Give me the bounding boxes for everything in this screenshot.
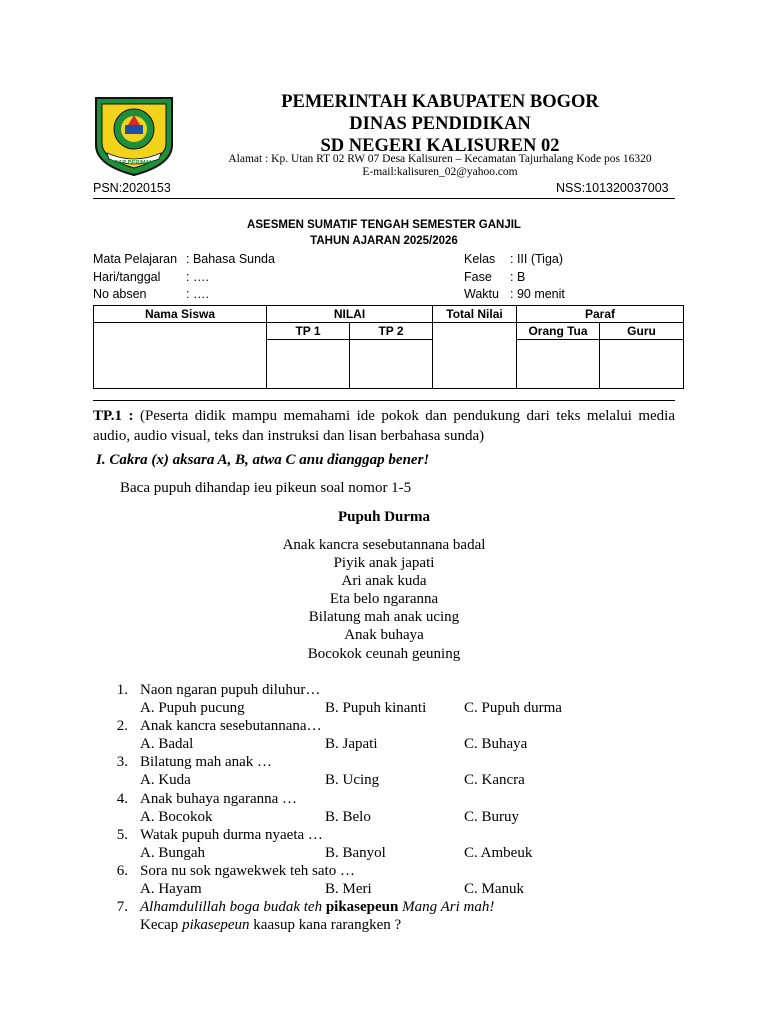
header-email: E-mail:kalisuren_02@yahoo.com — [362, 166, 518, 178]
col-header-nilai: NILAI — [267, 306, 433, 323]
poem-line: Ari anak kuda — [341, 573, 427, 589]
poem-line: Bilatung mah anak ucing — [308, 609, 460, 625]
option-c[interactable]: C. Pupuh durma — [464, 700, 562, 716]
question-number: 6. — [116, 863, 128, 879]
q7-part1: Alhamdulillah boga budak teh — [140, 899, 326, 915]
info-value-date: : …. — [186, 270, 209, 284]
q7-line2a: Kecap — [140, 917, 183, 933]
tp1-label: TP.1 : — [93, 408, 134, 424]
info-value-class: : III (Tiga) — [510, 252, 564, 266]
poem-line: Anak kancra sesebutannana badal — [282, 537, 486, 553]
info-label-phase: Fase — [464, 270, 492, 284]
tp1-text-line1: (Peserta didik mampu memahami ide pokok dan pendukung dari teks melalui media — [139, 408, 676, 424]
option-a[interactable]: A. Hayam — [140, 881, 202, 897]
option-c[interactable]: C. Kancra — [464, 772, 525, 788]
col-header-teacher: Guru — [600, 323, 684, 340]
option-a[interactable]: A. Pupuh pucung — [140, 700, 245, 716]
q7-part3: Mang Ari mah! — [398, 899, 495, 915]
info-value-phase: : B — [510, 270, 526, 284]
question-text: Bilatung mah anak … — [140, 754, 273, 770]
score-table — [93, 305, 684, 389]
info-value-absen: : …. — [186, 287, 209, 301]
question-number: 4. — [116, 791, 128, 807]
psn-number: PSN:2020153 — [93, 181, 171, 195]
option-a[interactable]: A. Badal — [140, 736, 194, 752]
q7-line2c: kaasup kana rarangken ? — [249, 917, 402, 933]
exam-year: TAHUN AJARAN 2025/2026 — [310, 235, 458, 247]
col-header-tp2: TP 2 — [350, 323, 433, 340]
col-header-student-name: Nama Siswa — [94, 306, 267, 323]
option-a[interactable]: A. Bocokok — [140, 809, 213, 825]
option-b[interactable]: B. Meri — [325, 881, 372, 897]
section-1-heading: I. Cakra (x) aksara A, B, atwa C anu dianggap bener! — [96, 452, 430, 468]
question-text: Watak pupuh durma nyaeta … — [140, 827, 323, 843]
col-header-parent: Orang Tua — [517, 323, 600, 340]
cell-teacher-sign[interactable] — [600, 340, 684, 389]
option-a[interactable]: A. Kuda — [140, 772, 191, 788]
option-c[interactable]: C. Manuk — [464, 881, 524, 897]
poem-line: Bocokok ceunah geuning — [307, 646, 461, 662]
question-text-q7 — [140, 899, 494, 916]
cell-student-name[interactable] — [94, 323, 267, 389]
option-c[interactable]: C. Ambeuk — [464, 845, 533, 861]
poem-line: Anak buhaya — [344, 627, 424, 643]
exam-title: ASESMEN SUMATIF TENGAH SEMESTER GANJIL — [247, 219, 521, 231]
tp1-text-line2: audio, audio visual, teks dan instruksi dan lisan berbahasa sunda) — [93, 428, 485, 444]
question-number: 1. — [116, 682, 128, 698]
option-b[interactable]: B. Ucing — [325, 772, 380, 788]
question-number: 5. — [116, 827, 128, 843]
info-label-time: Waktu — [464, 287, 499, 301]
logo-motto: TEGAR BERIMAN — [107, 160, 154, 166]
header-divider — [93, 198, 675, 199]
info-label-subject: Mata Pelajaran — [93, 252, 178, 266]
info-label-date: Hari/tanggal — [93, 270, 161, 284]
col-header-total: Total Nilai — [433, 306, 517, 323]
question-text: Anak kancra sesebutannana… — [140, 718, 322, 734]
option-b[interactable]: B. Banyol — [325, 845, 386, 861]
question-text-q7-line2 — [140, 917, 401, 934]
section-1-instruction: Baca pupuh dihandap ieu pikeun soal nomor 1-5 — [120, 480, 412, 496]
info-value-time: : 90 menit — [510, 287, 565, 301]
q7-part2: pikasepeun — [325, 899, 399, 915]
section-divider — [93, 400, 675, 401]
question-text: Naon ngaran pupuh diluhur… — [140, 682, 321, 698]
poem-line: Piyik anak japati — [333, 555, 435, 571]
poem-title: Pupuh Durma — [337, 509, 431, 525]
option-b[interactable]: B. Japati — [325, 736, 378, 752]
cell-parent-sign[interactable] — [517, 340, 600, 389]
option-a[interactable]: A. Bungah — [140, 845, 205, 861]
header-line-2: DINAS PENDIDIKAN — [349, 114, 531, 134]
question-number: 3. — [116, 754, 128, 770]
info-label-class: Kelas — [464, 252, 496, 266]
question-text: Anak buhaya ngaranna … — [140, 791, 298, 807]
col-header-tp1: TP 1 — [267, 323, 350, 340]
nss-number: NSS:101320037003 — [556, 181, 669, 195]
option-b[interactable]: B. Belo — [325, 809, 371, 825]
option-b[interactable]: B. Pupuh kinanti — [325, 700, 427, 716]
cell-total-score[interactable] — [433, 323, 517, 389]
header-school-name: SD NEGERI KALISUREN 02 — [320, 136, 560, 156]
question-number: 2. — [116, 718, 128, 734]
question-number: 7. — [116, 899, 128, 915]
header-address: Alamat : Kp. Utan RT 02 RW 07 Desa Kalisuren – Kecamatan Tajurhalang Kode pos 16320 — [228, 153, 652, 165]
tp1-paragraph — [93, 406, 675, 446]
option-c[interactable]: C. Buhaya — [464, 736, 528, 752]
question-text: Sora nu sok ngawekwek teh sato … — [140, 863, 355, 879]
option-c[interactable]: C. Buruy — [464, 809, 520, 825]
cell-tp1-score[interactable] — [267, 340, 350, 389]
header-line-1: PEMERINTAH KABUPATEN BOGOR — [281, 92, 599, 112]
q7-line2b: pikasepeun — [182, 917, 250, 933]
info-label-absen: No absen — [93, 287, 147, 301]
info-value-subject: : Bahasa Sunda — [186, 252, 275, 266]
poem-line: Eta belo ngaranna — [329, 591, 439, 607]
col-header-paraf: Paraf — [517, 306, 684, 323]
cell-tp2-score[interactable] — [350, 340, 433, 389]
